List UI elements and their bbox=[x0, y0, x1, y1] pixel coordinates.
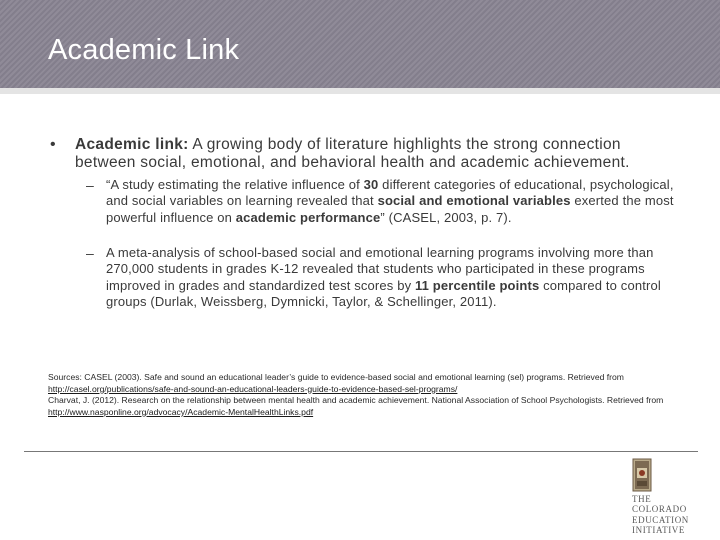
lead-text: A growing body of literature highlights the strong connection between social, emotional, and behavioral health and academic achievement. bbox=[75, 136, 630, 171]
footer-divider bbox=[24, 451, 698, 452]
text-run: “A study estimating the relative influence of bbox=[106, 177, 364, 192]
text-run: exerted the most powerful influence on bbox=[106, 193, 674, 225]
text-run: compared to control groups (Durlak, Weissberg, Dymnicki, Taylor, & Schellinger, 2011). bbox=[106, 277, 661, 310]
title-banner bbox=[0, 0, 720, 88]
sub-bullet-dash-2: – bbox=[86, 245, 94, 261]
bold-run: 11 percentile points bbox=[414, 277, 540, 293]
text-run: different categories of educational, psychological, and social variables on learning revealed that bbox=[106, 177, 674, 209]
logo bbox=[626, 458, 692, 538]
bold-run: academic performance bbox=[235, 209, 381, 225]
sub-bullet-1 bbox=[106, 177, 686, 226]
page-title: Academic Link bbox=[48, 34, 240, 66]
source-1-link[interactable]: http://casel.org/publications/safe-and-sound-an-educational-leaders-guide-to-evidence-based-sel-programs/ bbox=[48, 383, 458, 394]
text-run: A meta-analysis of school-based social and emotional learning programs involving more than 270,000 students in grades K-12 revealed that students who participated in these programs improved in grades and standardized test scores by bbox=[106, 245, 654, 293]
source-2-text: Charvat, J. (2012). Research on the relationship between mental health and academic achievement. National Association of School Psychologists. Retrieved from bbox=[48, 395, 664, 406]
main-bullet-text bbox=[75, 136, 685, 172]
lead-label: Academic link: bbox=[75, 136, 189, 153]
bold-run: social and emotional variables bbox=[377, 193, 571, 209]
sub-bullet-dash-1: – bbox=[86, 177, 94, 193]
text-run: ” (CASEL, 2003, p. 7). bbox=[380, 209, 512, 225]
bullet-marker: • bbox=[50, 136, 56, 153]
emblem-icon bbox=[632, 458, 652, 492]
sub-bullet-2 bbox=[106, 245, 686, 311]
sources-block bbox=[48, 372, 698, 418]
header-divider bbox=[0, 88, 720, 94]
source-1-text: Sources: CASEL (2003). Safe and sound an educational leader’s guide to evidence-based social and emotional learning (sel) programs. Retrieved from bbox=[48, 372, 624, 382]
source-2-link[interactable]: http://www.nasponline.org/advocacy/Academic-MentalHealthLinks.pdf bbox=[48, 406, 314, 417]
logo-wordmark: THE COLORADO EDUCATION INITIATIVE bbox=[632, 494, 689, 536]
bold-run: 30 bbox=[363, 177, 379, 192]
